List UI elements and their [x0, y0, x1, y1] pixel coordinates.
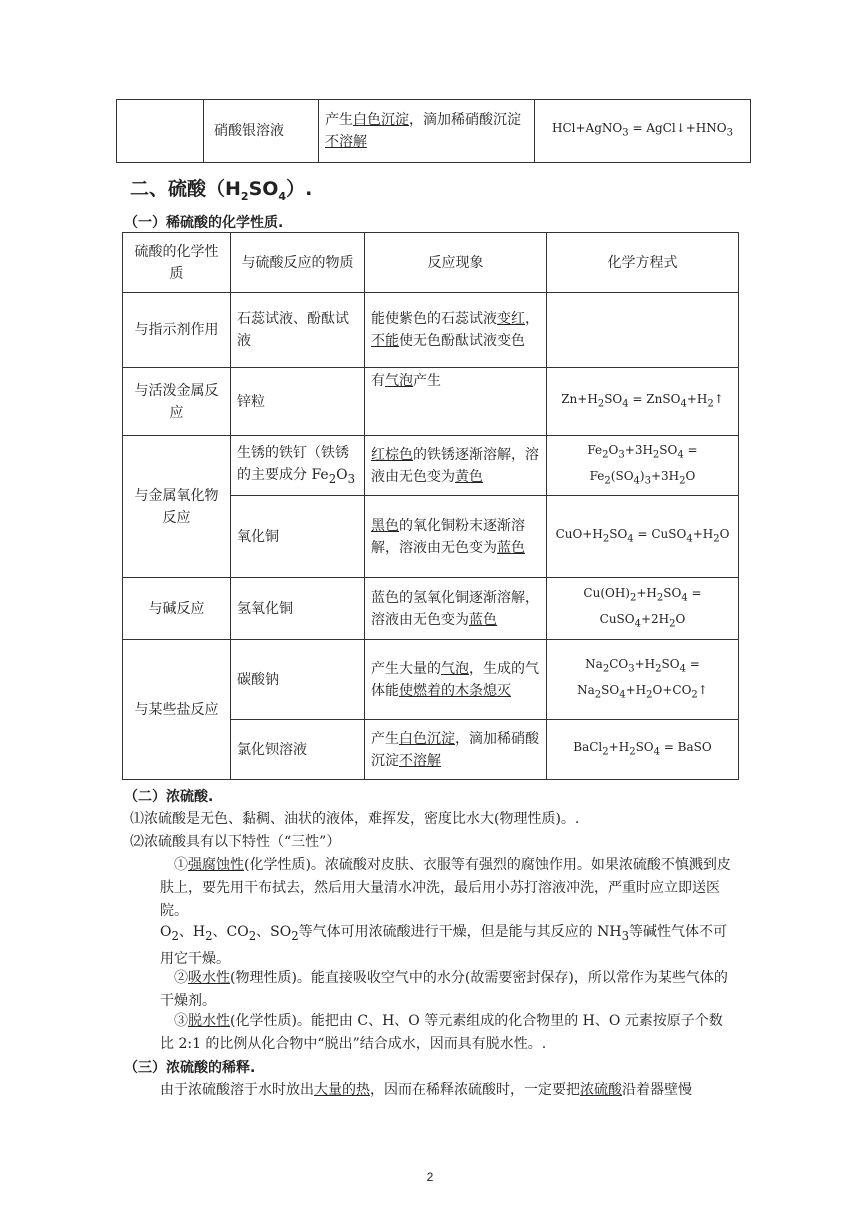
equation-cell — [547, 293, 739, 368]
dilute-acid-table — [122, 232, 739, 780]
equation-cell: $Fe_2O_3+3H_2SO_4$ = $Fe_2(SO_4)_3+3H_2O$ — [547, 436, 739, 496]
equation-cell: $BaCl_2+H_2SO_4$ = BaSO — [547, 720, 739, 780]
column-header: 反应现象 — [365, 233, 547, 293]
equation-cell: $Na_2CO_3+H_2SO_4$ = $Na_2SO_4+H_2O+CO_2↑$ — [547, 640, 739, 720]
column-header: 化学方程式 — [547, 233, 739, 293]
table-row — [123, 640, 739, 720]
subsection-title: （一）稀硫酸的化学性质. — [124, 215, 284, 231]
substance-cell: 氧化铜 — [231, 496, 365, 578]
paragraph: ⑵浓硫酸具有以下特性（“三性”） — [130, 834, 341, 850]
property-cell: 与金属氧化物反应 — [123, 436, 231, 578]
property-cell: 与某些盐反应 — [123, 640, 231, 780]
table-row — [123, 436, 739, 496]
equation-cell: $Cu(OH)_2+H_2SO_4$ = $CuSO_4+2H_2O$ — [547, 578, 739, 640]
substance-cell: 碳酸钠 — [231, 640, 365, 720]
phenomenon-cell: 产生白色沉淀，滴加稀硝酸沉淀不溶解 — [365, 720, 547, 780]
paragraph: 由于浓硫酸溶于水时放出大量的热，因而在稀释浓硫酸时，一定要把浓硫酸沿着器壁慢 — [160, 1082, 692, 1098]
substance-cell: 石蕊试液、酚酞试液 — [231, 293, 365, 368]
phenomenon-cell: 产生大量的气泡，生成的气体能使燃着的木条熄灭 — [365, 640, 547, 720]
paragraph: ①强腐蚀性(化学性质)。浓硫酸对皮肤、衣服等有强烈的腐蚀作用。如果浓硫酸不慎溅到皮肤上，要先用干布拭去，然后用大量清水冲洗，最后用小苏打溶液冲洗，严重时应立即送医院。 — [160, 857, 731, 919]
table-row — [123, 293, 739, 368]
phenomenon-cell: 黑色的氧化铜粉末逐渐溶解，溶液由无色变为蓝色 — [365, 496, 547, 578]
paragraph: $O_2$、$H_2$、$CO_2$、$SO_2$等气体可用浓硫酸进行干燥，但是能与其反应的 $NH_3$等碱性气体不可用它干燥。 — [160, 924, 728, 967]
phenomenon-cell: 红棕色的铁锈逐渐溶解，溶液由无色变为黄色 — [365, 436, 547, 496]
paragraph: ③脱水性(化学性质)。能把由 C、H、O 等元素组成的化合物里的 H、O 元素按原子个数比 2:1 的比例从化合物中“脱出”结合成水，因而具有脱水性。. — [160, 1013, 723, 1052]
phenomenon-cell: 有气泡产生 — [365, 368, 547, 436]
substance-cell: 氯化钡溶液 — [231, 720, 365, 780]
equation-cell: $CuO+H_2SO_4$ = $CuSO_4+H_2O$ — [547, 496, 739, 578]
table-cell — [117, 100, 204, 163]
subsection-title: （二）浓硫酸. — [124, 789, 214, 805]
table-row — [117, 100, 751, 163]
table-cell: 硝酸银溶液 — [204, 100, 319, 163]
column-header: 硫酸的化学性质 — [123, 233, 231, 293]
paragraph: ⑴浓硫酸是无色、黏稠、油状的液体，难挥发，密度比水大(物理性质)。. — [130, 811, 580, 827]
column-header: 与硫酸反应的物质 — [231, 233, 365, 293]
substance-cell: 氢氧化铜 — [231, 578, 365, 640]
subsection-title: （三）浓硫酸的稀释. — [124, 1060, 256, 1076]
top-table — [116, 99, 751, 163]
table-row — [123, 368, 739, 436]
table-row — [123, 578, 739, 640]
substance-cell: 锌粒 — [231, 368, 365, 436]
page-number: 2 — [426, 1170, 434, 1184]
equation-cell: HCl+AgNO$_3$ = $AgCl↓+HNO_3$ — [535, 100, 751, 163]
substance-cell: 生锈的铁钉（铁锈的主要成分 $Fe_2O_3$ — [231, 436, 365, 496]
property-cell: 与活泼金属反应 — [123, 368, 231, 436]
property-cell: 与碱反应 — [123, 578, 231, 640]
section-title: 二、硫酸$(H_2SO_4)$. — [130, 178, 313, 203]
property-cell: 与指示剂作用 — [123, 293, 231, 368]
paragraph: ②吸水性(物理性质)。能直接吸收空气中的水分(故需要密封保存)，所以常作为某些气体的干燥剂。 — [160, 970, 728, 1009]
phenomenon-cell: 能使紫色的石蕊试液变红，不能使无色酚酞试液变色 — [365, 293, 547, 368]
equation-cell: $Zn+H_2SO_4$ = $ZnSO_4+H_2↑$ — [547, 368, 739, 436]
table-cell: 产生白色沉淀，滴加稀硝酸沉淀 不溶解 — [319, 100, 535, 163]
phenomenon-cell: 蓝色的氢氧化铜逐渐溶解，溶液由无色变为蓝色 — [365, 578, 547, 640]
table-header-row — [123, 233, 739, 293]
